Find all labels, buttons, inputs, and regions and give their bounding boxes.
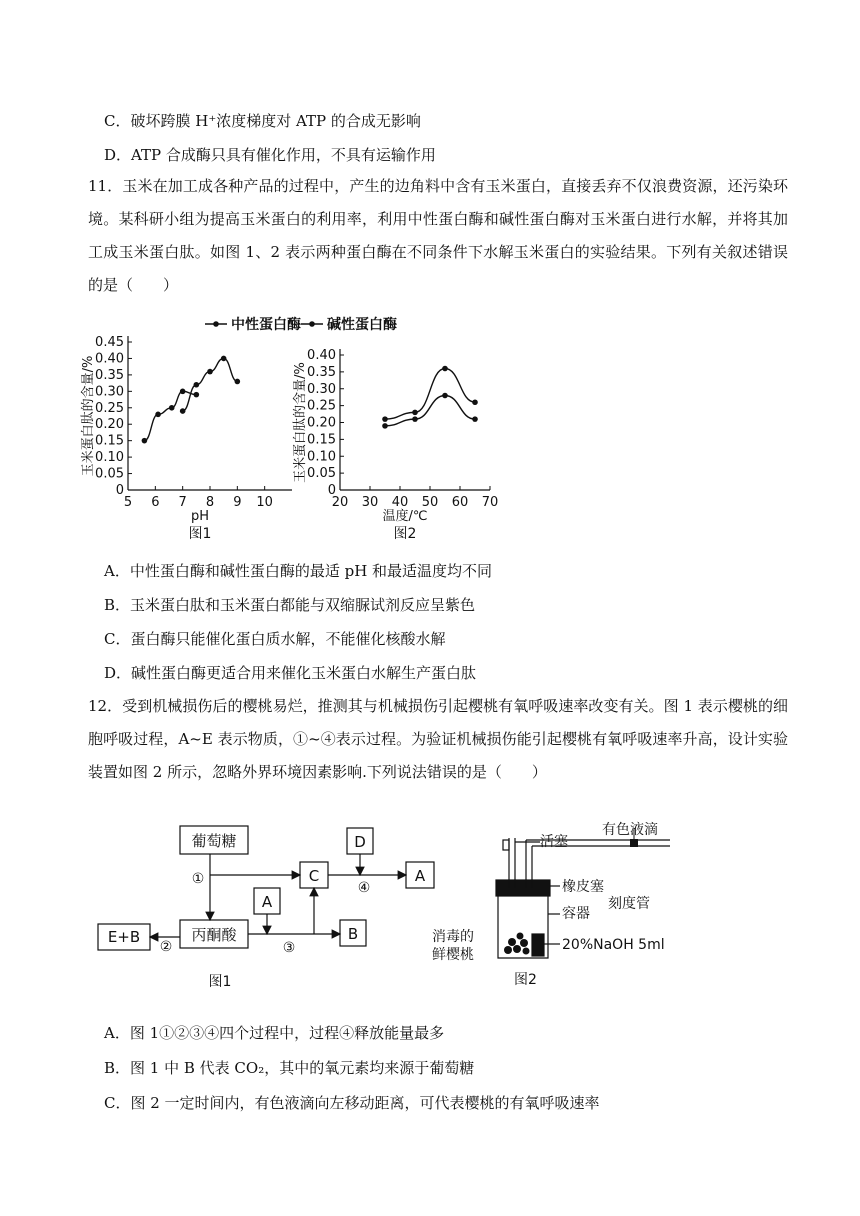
apparatus-diagram [430, 818, 690, 996]
label-naoh: 20%NaOH 5ml [562, 937, 665, 953]
chart1-y-tick-label: 0.30 [95, 384, 124, 400]
chart1-x-tick-label: 10 [256, 495, 273, 510]
q11-option-c: C．蛋白酶只能催化蛋白质水解，不能催化核酸水解 [104, 630, 446, 648]
label-pyruvate: 丙酮酸 [191, 926, 237, 944]
q11-option-d: D．碱性蛋白酶更适合用来催化玉米蛋白水解生产蛋白肽 [104, 664, 477, 682]
respiration-diagram [90, 820, 450, 995]
chart1-series-1-point [194, 392, 200, 398]
chart2-y-tick-label: 0.35 [307, 364, 336, 380]
legend-marker-1 [213, 321, 219, 327]
label-glucose: 葡萄糖 [191, 832, 237, 850]
cherries [504, 933, 530, 955]
chart1-y-tick-label: 0.20 [95, 417, 124, 433]
fig1-caption: 图1 [208, 974, 232, 990]
chart2-y-tick-label: 0.40 [307, 348, 336, 363]
chart1-y-tick-label: 0.45 [95, 335, 124, 350]
chart2-series-2-line [385, 369, 475, 420]
chart2-x-tick-label: 30 [361, 495, 379, 510]
chart1-y-tick-label: 0.10 [95, 450, 124, 466]
label-tube: 刻度管 [608, 896, 650, 912]
label-cherry-1: 消毒的 [432, 929, 474, 945]
process-4: ④ [357, 880, 371, 896]
chart1-y-tick-label: 0.15 [95, 433, 124, 449]
q12-option-a: A．图 1①②③④四个过程中，过程④释放能量最多 [104, 1024, 445, 1042]
q11-stem: 11．玉米在加工成各种产品的过程中，产生的边角料中含有玉米蛋白，直接丢弃不仅浪费资源，还污染环境。某科研小组为提高玉米蛋白的利用率，利用中性蛋白酶和碱性蛋白酶对玉米蛋白进行水解，并将其加工成玉米蛋白肽。如图 1、2 表示两种蛋白酶在不同条件下水解玉米蛋白的实验结果。下列有关叙述错误的是（ ） [88, 177, 788, 294]
q11-option-a: A．中性蛋白酶和碱性蛋白酶的最适 pH 和最适温度均不同 [104, 562, 493, 580]
q12-option-c: C．图 2 一定时间内，有色液滴向左移动距离，可代表樱桃的有氧呼吸速率 [104, 1094, 600, 1112]
chart1-series-2-point [207, 369, 213, 375]
chart2-series-2-point [382, 416, 388, 422]
chart1-y-tick-label: 0.40 [95, 351, 124, 367]
chart2-series-2-point [472, 399, 478, 405]
chart2-title: 图2 [393, 526, 417, 542]
label-eb: E+B [107, 928, 141, 946]
q12-option-b: B．图 1 中 B 代表 CO₂，其中的氧元素均来源于葡萄糖 [104, 1059, 475, 1077]
label-c: C [308, 867, 320, 885]
chart2-y-tick-label: 0.15 [307, 432, 336, 448]
chart1-y-tick-label: 0 [115, 483, 124, 498]
chart1-x-tick-label: 5 [123, 495, 133, 510]
chart2-y-tick-label: 0.30 [307, 381, 336, 397]
chart2-x-tick-label: 20 [331, 495, 349, 510]
naoh-vessel [532, 934, 544, 956]
chart2-y-tick-label: 0.05 [307, 466, 336, 482]
chart2-series-2-point [412, 410, 418, 416]
chart1-y-tick-label: 0.25 [95, 400, 124, 416]
legend-label-2: 碱性蛋白酶 [327, 317, 397, 333]
legend-marker-2 [309, 321, 315, 327]
chart1-series-1-point [169, 405, 175, 411]
q10-option-d: D．ATP 合成酶只具有催化作用，不具有运输作用 [104, 146, 436, 164]
process-3: ③ [282, 940, 296, 956]
chart1-series-2-point [194, 382, 200, 388]
label-cherry-2: 鲜樱桃 [432, 947, 474, 963]
chart1-series-2-line [183, 358, 238, 411]
label-a-top: A [414, 867, 426, 885]
label-valve: 活塞 [540, 834, 568, 850]
chart2-y-tick-label: 0 [327, 483, 336, 498]
chart1-x-tick-label: 7 [178, 495, 187, 510]
chart1-series-1-point [155, 412, 161, 418]
chart2-series-1-line [385, 396, 475, 426]
q10-option-c: C．破坏跨膜 H⁺浓度梯度对 ATP 的合成无影响 [104, 112, 421, 130]
chart2-x-tick-label: 70 [481, 495, 499, 510]
label-a-mid: A [261, 893, 273, 911]
q11-option-b: B．玉米蛋白肽和玉米蛋白都能与双缩脲试剂反应呈紫色 [104, 596, 476, 614]
chart1-series-2-point [221, 356, 227, 362]
chart1-series-1-point [142, 438, 148, 444]
process-1: ① [191, 871, 205, 887]
chart2-y-label: 玉米蛋白肽的含量/% [293, 362, 308, 483]
chart1-y-tick-label: 0.05 [95, 466, 124, 482]
fig2-caption: 图2 [514, 972, 537, 988]
chart1-y-label: 玉米蛋白肽的含量/% [81, 355, 96, 477]
chart1-x-label: pH [190, 509, 210, 524]
chart1-x-tick-label: 9 [233, 495, 242, 510]
chart2-series-1-point [382, 423, 388, 429]
legend-label-1: 中性蛋白酶 [231, 317, 301, 333]
chart2-series-1-point [412, 416, 418, 422]
colored-drop [630, 839, 638, 847]
q11-charts [0, 300, 860, 550]
label-d: D [354, 833, 366, 851]
chart2-x-tick-label: 60 [451, 495, 469, 510]
chart1-y-tick-label: 0.35 [95, 367, 124, 383]
chart2-x-label: 温度/℃ [382, 509, 428, 524]
chart2-y-tick-label: 0.25 [307, 398, 336, 414]
chart1-series-1-point [180, 389, 186, 395]
chart1-series-2-point [235, 379, 241, 385]
label-container: 容器 [562, 906, 590, 922]
chart1-series-1-line [144, 391, 196, 440]
chart2-x-tick-label: 40 [391, 495, 409, 510]
label-stopper: 橡皮塞 [562, 879, 604, 895]
chart2-series-2-point [442, 366, 448, 372]
chart2-y-tick-label: 0.10 [307, 449, 336, 465]
chart2-x-tick-label: 50 [421, 495, 439, 510]
q12-stem: 12．受到机械损伤后的樱桃易烂，推测其与机械损伤引起樱桃有氧呼吸速率改变有关。图 1 表示樱桃的细胞呼吸过程，A~E 表示物质，①~④表示过程。为验证机械损伤能引起樱桃有氧呼吸速率升高，设计实验装置如图 2 所示，忽略外界环境因素影响.下列说法错误的是（ ） [88, 697, 788, 781]
chart1-series-2-point [180, 408, 186, 414]
chart1-title: 图1 [188, 526, 212, 542]
valve [503, 840, 509, 850]
chart1-x-tick-label: 8 [205, 495, 215, 510]
chart1-x-tick-label: 6 [151, 495, 160, 510]
process-2: ② [159, 939, 173, 955]
label-b: B [347, 925, 359, 943]
chart2-series-1-point [442, 393, 448, 399]
chart2-series-1-point [472, 416, 478, 422]
rubber-stopper [496, 880, 550, 896]
label-drop: 有色液滴 [602, 822, 658, 838]
chart2-y-tick-label: 0.20 [307, 415, 336, 431]
